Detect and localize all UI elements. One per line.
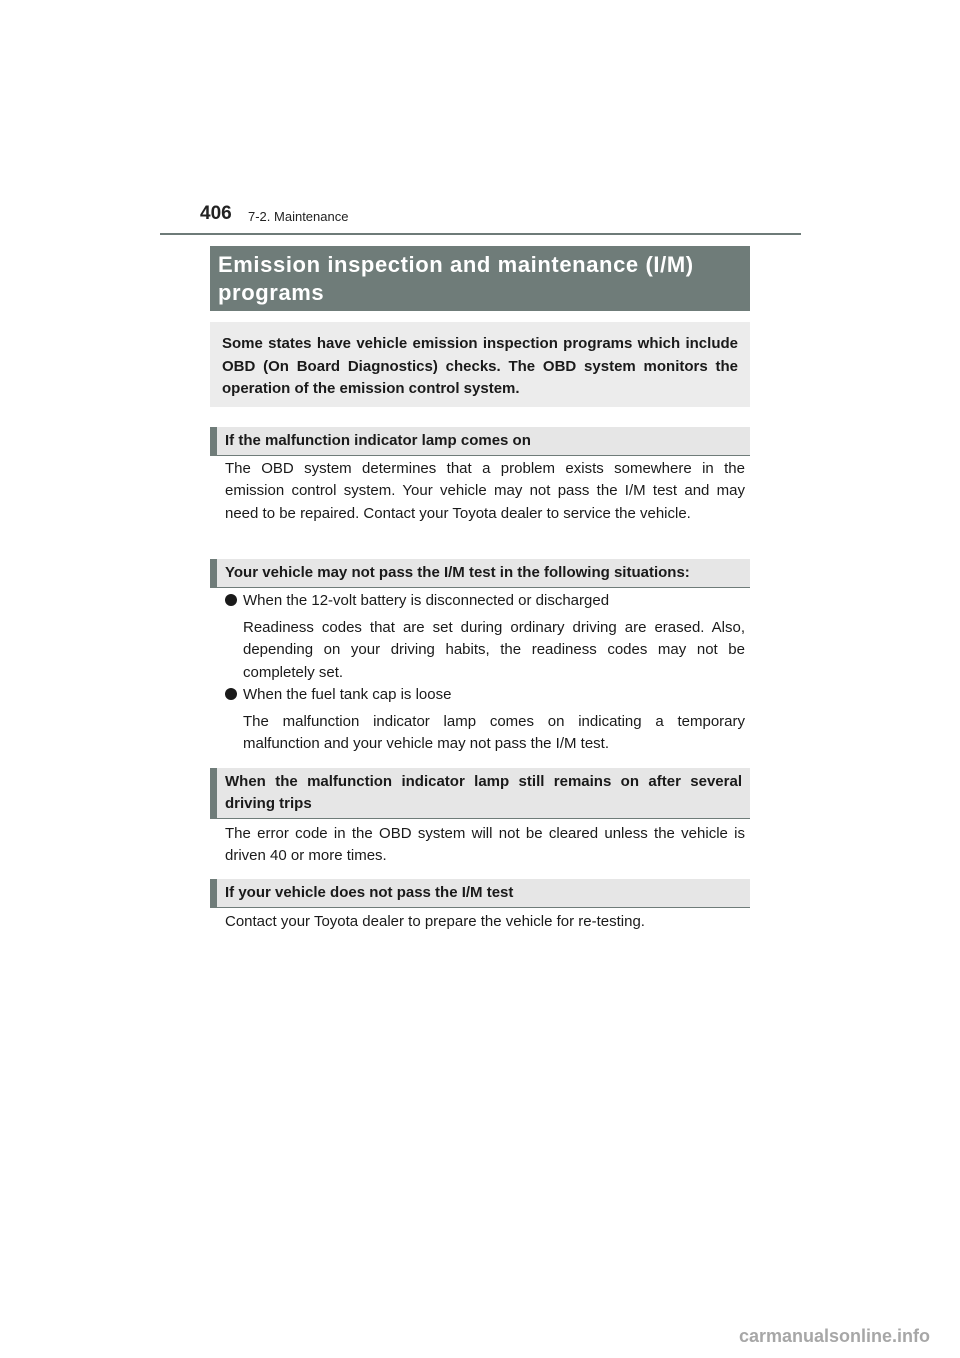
- intro-box: [210, 322, 750, 407]
- subheading-text: If the malfunction indicator lamp comes on: [225, 432, 531, 449]
- lamp-remains-on-body: The error code in the OBD system will not be cleared unless the vehicle is driven 40 or more times.: [225, 825, 745, 865]
- header-divider: [160, 233, 801, 235]
- subheading-text: If your vehicle does not pass the I/M test: [225, 884, 514, 901]
- fails-test-body: Contact your Toyota dealer to prepare the vehicle for re-testing.: [225, 913, 645, 930]
- bullet-item-fuel-cap: [225, 684, 745, 706]
- running-head: 7-2. Maintenance: [248, 209, 349, 224]
- watermark: carmanualsonline.info: [738, 1326, 930, 1346]
- subheading-fail-situations: [210, 559, 750, 588]
- bullet-label: When the 12-volt battery is disconnected or discharged: [243, 592, 610, 609]
- subheading-fails-test: [210, 879, 750, 908]
- subheading-lamp-remains-on: [210, 768, 750, 819]
- bullet-dot-icon: [225, 688, 237, 700]
- bullet-detail-fuel-cap: The malfunction indicator lamp comes on indicating a temporary malfunction and your vehicle may not pass the I/M test.: [243, 713, 745, 753]
- bullet-dot-icon: [225, 594, 237, 606]
- malfunction-lamp-body: The OBD system determines that a problem exists somewhere in the emission control system. Your vehicle may not pass the I/M test and may need to be repaired. Contact your Toyota dealer to service the vehicle.: [225, 460, 745, 522]
- subheading-malfunction-lamp: [210, 427, 750, 456]
- bullet-detail-battery: Readiness codes that are set during ordinary driving are erased. Also, depending on your driving habits, the readiness codes may not be completely set.: [243, 619, 745, 681]
- page-number: 406: [200, 203, 232, 224]
- subheading-text: When the malfunction indicator lamp still remains on after several driving trips: [225, 773, 742, 812]
- bullet-label: When the fuel tank cap is loose: [243, 686, 452, 703]
- bullet-item-battery: [225, 590, 745, 612]
- intro-text: Some states have vehicle emission inspection programs which include OBD (On Board Diagnostics) checks. The OBD system monitors the operation of the emission control system.: [222, 335, 738, 397]
- subheading-text: Your vehicle may not pass the I/M test in the following situations:: [225, 564, 690, 581]
- page-title: Emission inspection and maintenance (I/M) programs: [218, 252, 694, 305]
- title-band: [210, 246, 750, 311]
